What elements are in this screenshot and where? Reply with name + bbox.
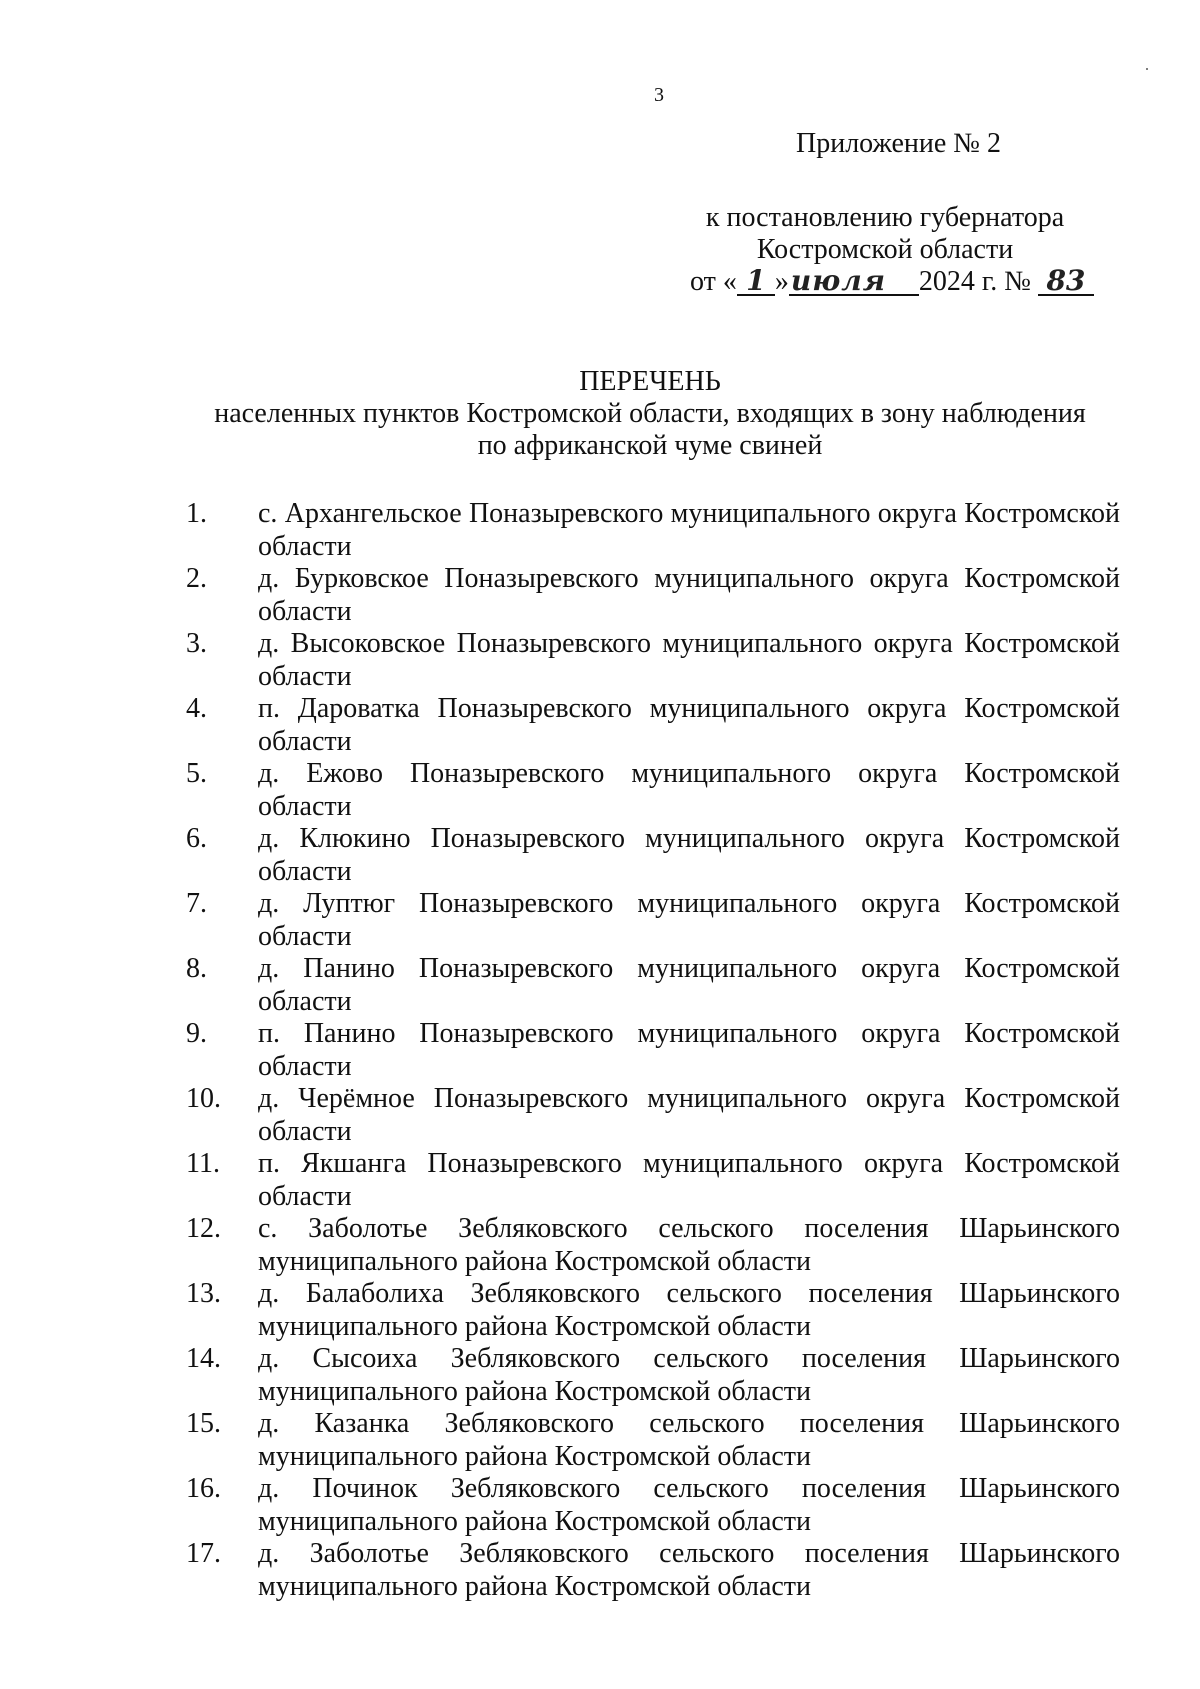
list-item <box>186 563 1120 628</box>
item-number: 6. <box>186 823 207 854</box>
page-number: 3 <box>654 84 664 106</box>
item-text: д. Казанка Зебляковского сельского поселения Шарьинского муниципального района Костромской области <box>258 1408 1120 1472</box>
list-item <box>186 1343 1120 1408</box>
handwritten-day: 1 <box>737 268 775 296</box>
handwritten-month: июля <box>789 268 919 296</box>
item-number: 3. <box>186 628 207 659</box>
list-item <box>186 888 1120 953</box>
item-number: 1. <box>186 498 207 529</box>
item-number: 10. <box>186 1083 221 1114</box>
item-number: 11. <box>186 1148 220 1179</box>
item-number: 12. <box>186 1213 221 1244</box>
list-item <box>186 628 1120 693</box>
item-text: д. Балаболиха Зебляковского сельского поселения Шарьинского муниципального района Костромской области <box>258 1278 1120 1342</box>
decree-line-2: Костромской области <box>756 234 1014 265</box>
document-subtitle-line-1: населенных пунктов Костромской области, входящих в зону наблюдения <box>214 398 1086 429</box>
item-number: 17. <box>186 1538 221 1569</box>
decree-line-1: к постановлению губернатора <box>705 202 1065 233</box>
list-item <box>186 1083 1120 1148</box>
item-text: п. Якшанга Поназыревского муниципального округа Костромской области <box>258 1148 1120 1212</box>
decree-date-line <box>690 264 1086 298</box>
list-item <box>186 1148 1120 1213</box>
handwritten-number: 83 <box>1038 268 1094 296</box>
item-number: 8. <box>186 953 207 984</box>
list-item <box>186 953 1120 1018</box>
list-item <box>186 1408 1120 1473</box>
item-number: 14. <box>186 1343 221 1374</box>
document-subtitle-line-2: по африканской чуме свиней <box>477 430 823 461</box>
document-heading <box>180 366 1120 462</box>
list-item <box>186 758 1120 823</box>
list-item <box>186 693 1120 758</box>
item-number: 9. <box>186 1018 207 1049</box>
list-item <box>186 1538 1120 1603</box>
item-number: 4. <box>186 693 207 724</box>
item-number: 5. <box>186 758 207 789</box>
list-item <box>186 1278 1120 1343</box>
list-item <box>186 1018 1120 1083</box>
item-text: д. Сысоиха Зебляковского сельского поселения Шарьинского муниципального района Костромской области <box>258 1343 1120 1407</box>
item-number: 13. <box>186 1278 221 1309</box>
item-text: д. Панино Поназыревского муниципального округа Костромской области <box>258 953 1120 1017</box>
list-item <box>186 498 1120 563</box>
item-text: п. Дароватка Поназыревского муниципального округа Костромской области <box>258 693 1120 757</box>
item-text: п. Панино Поназыревского муниципального округа Костромской области <box>258 1018 1120 1082</box>
decree-reference <box>690 202 1086 298</box>
date-mid: » <box>774 266 789 297</box>
item-text: д. Высоковское Поназыревского муниципального округа Костромской области <box>258 628 1120 692</box>
attachment-label: Приложение № 2 <box>796 128 1001 159</box>
item-text: д. Починок Зебляковского сельского поселения Шарьинского муниципального района Костромской области <box>258 1473 1120 1537</box>
item-number: 15. <box>186 1408 221 1439</box>
item-text: д. Бурковское Поназыревского муниципального округа Костромской области <box>258 563 1120 627</box>
list-item <box>186 1473 1120 1538</box>
item-text: д. Черёмное Поназыревского муниципального округа Костромской области <box>258 1083 1120 1147</box>
item-text: д. Заболотье Зебляковского сельского поселения Шарьинского муниципального района Костромской области <box>258 1538 1120 1602</box>
item-number: 2. <box>186 563 207 594</box>
date-prefix: от « <box>690 266 737 297</box>
list-item <box>186 1213 1120 1278</box>
item-text: с. Заболотье Зебляковского сельского поселения Шарьинского муниципального района Костромской области <box>258 1213 1120 1277</box>
item-text: д. Клюкино Поназыревского муниципального округа Костромской области <box>258 823 1120 887</box>
item-text: д. Ежово Поназыревского муниципального округа Костромской области <box>258 758 1120 822</box>
settlement-list <box>186 498 1120 1603</box>
list-item <box>186 823 1120 888</box>
document-title: ПЕРЕЧЕНЬ <box>579 366 721 397</box>
date-year: 2024 г. № <box>918 266 1031 297</box>
item-number: 16. <box>186 1473 221 1504</box>
item-text: д. Луптюг Поназыревского муниципального округа Костромской области <box>258 888 1120 952</box>
item-text: с. Архангельское Поназыревского муниципального округа Костромской области <box>258 498 1120 562</box>
item-number: 7. <box>186 888 207 919</box>
scan-speck <box>1146 68 1148 70</box>
